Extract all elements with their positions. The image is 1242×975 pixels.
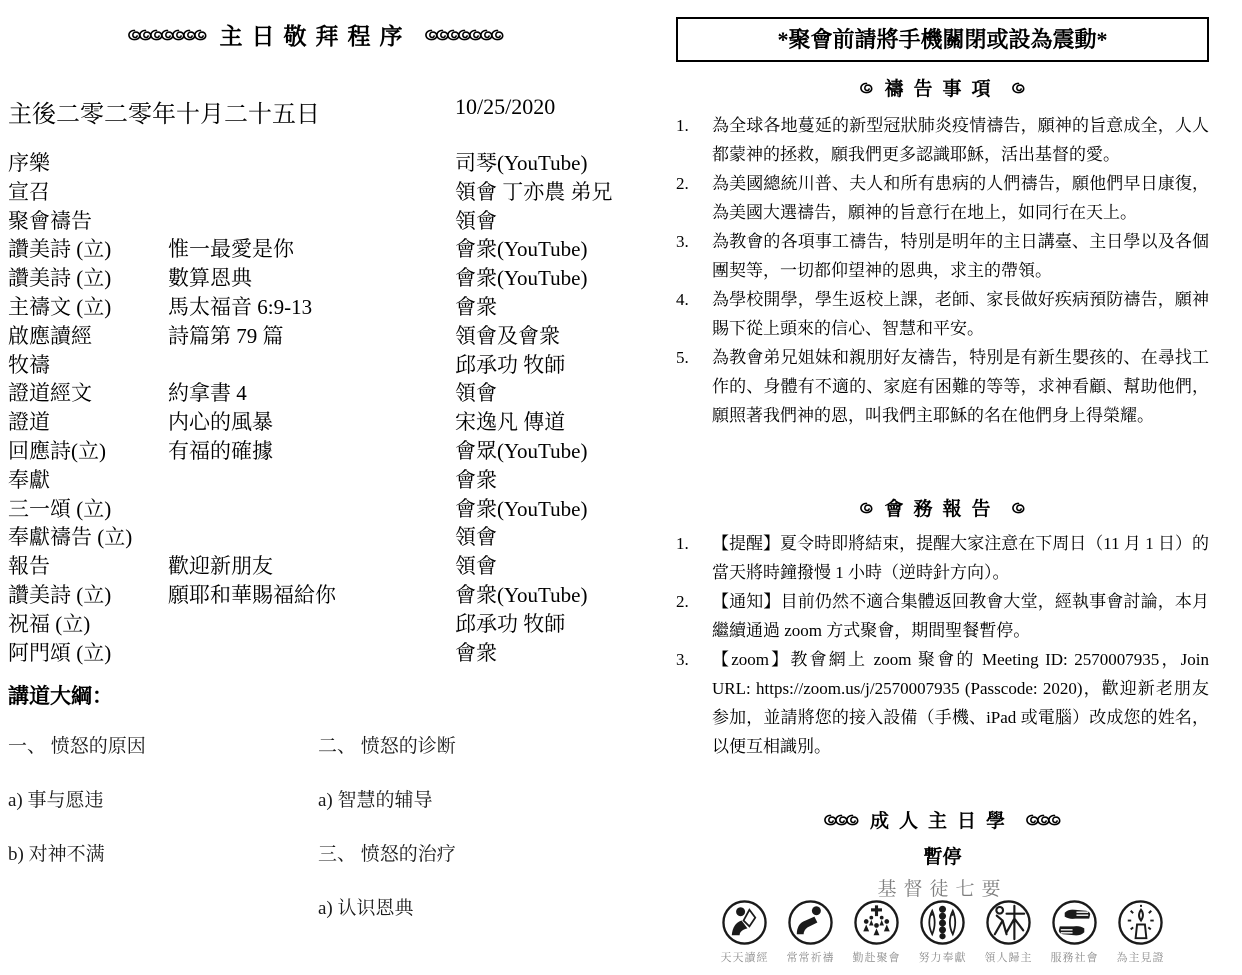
seven-essential-label: 服務社會 — [1050, 952, 1099, 964]
sermon-outline-point: b) 对神不满 — [8, 844, 105, 865]
prayer-item-number: 2. — [676, 174, 689, 193]
program-item-leader: 會眾(YouTube) — [455, 438, 588, 463]
announcement-item — [676, 645, 1209, 761]
seven-essential-label: 努力奉獻 — [918, 952, 967, 964]
program-item-leader: 領會 — [455, 554, 497, 579]
sermon-outline-point: a) 事与愿违 — [8, 790, 104, 811]
program-item-leader: 會衆(YouTube) — [455, 237, 588, 262]
swirl-ornament-icon — [1013, 82, 1024, 94]
program-item-name: 奉獻禱告 (立) — [8, 525, 133, 550]
announcement-item-number: 1. — [676, 534, 689, 553]
lead-people-to-lord-icon — [985, 899, 1032, 946]
prayer-item — [676, 285, 1209, 343]
program-item-name: 讚美詩 (立) — [8, 266, 112, 291]
program-item-detail — [168, 639, 455, 668]
program-row — [8, 322, 628, 351]
announcement-item-number: 3. — [676, 650, 689, 669]
prayer-items-header — [676, 74, 1209, 101]
program-item-name: 序樂 — [8, 151, 50, 175]
program-item-detail: 約拿書 4 — [168, 381, 247, 406]
page-title — [8, 18, 623, 51]
program-item-detail: 歡迎新朋友 — [168, 554, 273, 579]
announcement-item-number: 2. — [676, 592, 689, 611]
program-item-detail: 惟一最愛是你 — [168, 237, 294, 262]
prayer-item — [676, 111, 1209, 169]
program-item-detail: 願耶和華賜福給你 — [168, 582, 336, 607]
program-item-leader: 領會 — [455, 381, 497, 406]
swirl-ornament-icon — [861, 502, 872, 514]
phone-silence-notice: *聚會前請將手機關閉或設為震動* — [676, 17, 1209, 62]
program-item-leader: 司琴(YouTube) — [455, 151, 588, 175]
program-row — [8, 495, 628, 524]
program-item-detail: 馬太福音 6:9-13 — [168, 294, 313, 319]
program-item-name: 讚美詩 (立) — [8, 582, 112, 607]
program-item-leader: 會衆 — [455, 294, 497, 319]
prayer-item — [676, 227, 1209, 285]
program-item-detail — [168, 351, 455, 380]
seven-essential-label: 常常祈禱 — [786, 952, 835, 964]
program-row — [8, 581, 628, 610]
prayer-item-number: 4. — [676, 290, 689, 309]
constant-prayer-icon — [787, 899, 834, 946]
swirl-ornament-icon — [825, 814, 858, 826]
prayer-item — [676, 169, 1209, 227]
program-item-leader: 會衆 — [455, 640, 497, 665]
seven-essentials-title: 基督徒七要 — [877, 879, 1008, 900]
swirl-ornament-icon — [1013, 502, 1024, 514]
program-item-name: 讚美詩 (立) — [8, 237, 112, 262]
program-item-leader: 領會 丁亦農 弟兄 — [455, 179, 613, 204]
swirl-ornament-icon — [1027, 814, 1060, 826]
program-row — [8, 235, 628, 264]
program-row — [8, 149, 628, 178]
program-item-name: 聚會禱告 — [8, 208, 92, 233]
program-item-detail — [168, 466, 455, 495]
program-row — [8, 523, 628, 552]
prayer-item-number: 5. — [676, 348, 689, 367]
seven-essentials-row — [676, 899, 1209, 965]
sermon-outline-left-column — [8, 731, 308, 893]
church-affairs-header — [676, 494, 1209, 521]
sermon-outline-point: 三、 愤怒的治疗 — [318, 844, 456, 865]
church-affairs-list — [676, 529, 1209, 761]
prayer-item-text: 為全球各地蔓延的新型冠狀肺炎疫情禱告，願神的旨意成全，人人都蒙神的拯救，願我們更多認識耶穌，活出基督的愛。 — [712, 116, 1209, 164]
swirl-ornament-icon — [426, 29, 503, 41]
announcement-item-text: 【提醒】夏令時即將結束，提醒大家注意在下周日（11 月 1 日）的當天將時鐘撥慢 1 小時（逆時針方向）。 — [712, 534, 1209, 582]
date-row — [8, 94, 593, 129]
sermon-outline-title: 講道大綱： — [8, 684, 113, 708]
announcement-item-text: 【zoom】教會網上 zoom 聚會的 Meeting ID: 2570007935，Join URL: https://zoom.us/j/2570007935 (Passcode: 2020)，歡迎新老朋友参加，並請將您的接入設備（手機、iPad 或電腦）改成您的姓名，以便互相識別。 — [712, 650, 1209, 756]
witness-for-lord-icon — [1117, 899, 1164, 946]
prayer-items-header-text: 禱告事項 — [884, 79, 1001, 100]
announcement-item — [676, 529, 1209, 587]
sermon-outline-point: a) 认识恩典 — [318, 898, 414, 919]
page-title-text: 主日敬拜程序 — [219, 24, 412, 49]
date-numeric: 10/25/2020 — [455, 94, 556, 119]
program-item-leader: 會衆(YouTube) — [455, 496, 588, 521]
seven-essential-label: 為主見證 — [1116, 952, 1165, 964]
prayer-item-number: 3. — [676, 232, 689, 251]
adult-sunday-school-header — [676, 806, 1209, 833]
seven-essential-item — [1112, 899, 1169, 965]
seven-essential-item — [914, 899, 971, 965]
sermon-outline-point: a) 智慧的辅导 — [318, 790, 433, 811]
program-item-name: 回應詩(立) — [8, 438, 106, 463]
diligent-offering-icon — [919, 899, 966, 946]
program-item-leader: 領會 — [455, 525, 497, 550]
program-item-leader: 宋逸凡 傳道 — [455, 410, 566, 435]
program-item-name: 牧禱 — [8, 352, 50, 377]
program-item-leader: 邱承功 牧師 — [455, 611, 566, 636]
program-row — [8, 552, 628, 581]
daily-bible-reading-icon — [721, 899, 768, 946]
program-item-detail — [168, 178, 455, 207]
swirl-ornament-icon — [129, 29, 206, 41]
seven-essential-item — [1046, 899, 1103, 965]
seven-essential-item — [848, 899, 905, 965]
program-row — [8, 264, 628, 293]
seven-essential-item — [782, 899, 839, 965]
program-row — [8, 351, 628, 380]
program-item-detail — [168, 207, 455, 236]
program-item-detail — [168, 495, 455, 524]
program-row — [8, 178, 628, 207]
program-row — [8, 293, 628, 322]
prayer-item-text: 為教會的各項事工禱告，特別是明年的主日講臺、主日學以及各個團契等，一切都仰望神的恩典，求主的帶領。 — [712, 232, 1209, 280]
program-item-leader: 領會及會衆 — [455, 323, 560, 348]
program-item-name: 報告 — [8, 554, 50, 579]
program-item-name: 阿門頌 (立) — [8, 640, 112, 665]
seven-essential-label: 勤赴聚會 — [852, 952, 901, 964]
announcement-item — [676, 587, 1209, 645]
program-item-detail: 有福的確據 — [168, 438, 273, 463]
prayer-item-text: 為美國總統川普、夫人和所有患病的人們禱告，願他們早日康復，為美國大選禱告，願神的旨意行在地上，如同行在天上。 — [712, 174, 1209, 222]
program-item-name: 主禱文 (立) — [8, 294, 112, 319]
seven-essential-item — [980, 899, 1037, 965]
sermon-outline-right-column — [318, 731, 618, 947]
prayer-items-list — [676, 111, 1209, 430]
program-item-leader: 會衆(YouTube) — [455, 266, 588, 291]
program-item-detail — [168, 149, 455, 178]
program-item-name: 證道經文 — [8, 381, 92, 406]
program-item-leader: 邱承功 牧師 — [455, 352, 566, 377]
program-item-name: 證道 — [8, 410, 50, 435]
adult-sunday-school-status: 暫停 — [923, 847, 962, 868]
program-item-leader: 會衆(YouTube) — [455, 582, 588, 607]
program-item-detail — [168, 523, 455, 552]
seven-essential-label: 領人歸主 — [984, 952, 1033, 964]
seven-essential-label: 天天讀經 — [720, 952, 769, 964]
swirl-ornament-icon — [861, 82, 872, 94]
program-row — [8, 408, 628, 437]
church-affairs-header-text: 會務報告 — [884, 499, 1001, 520]
program-item-name: 三一頌 (立) — [8, 496, 112, 521]
program-item-leader: 領會 — [455, 208, 497, 233]
program-table — [8, 149, 628, 667]
program-item-name: 啟應讀經 — [8, 323, 92, 348]
program-row — [8, 207, 628, 236]
seven-essential-item — [716, 899, 773, 965]
program-row — [8, 639, 628, 668]
date-chinese: 主後二零二零年十月二十五日 — [8, 102, 320, 128]
program-item-detail: 詩篇第 79 篇 — [168, 323, 284, 348]
prayer-item-number: 1. — [676, 116, 689, 135]
program-row — [8, 466, 628, 495]
program-item-name: 奉獻 — [8, 467, 50, 492]
prayer-item-text: 為學校開學，學生返校上課，老師、家長做好疾病預防禱告，願神賜下從上頭來的信心、智慧和平安。 — [712, 290, 1209, 338]
attend-meetings-icon — [853, 899, 900, 946]
program-row — [8, 437, 628, 466]
program-item-name: 宣召 — [8, 179, 50, 204]
adult-sunday-school-header-text: 成人主日學 — [869, 811, 1015, 832]
program-item-name: 祝福 (立) — [8, 611, 91, 636]
serve-society-icon — [1051, 899, 1098, 946]
sermon-outline-point: 一、 愤怒的原因 — [8, 736, 146, 757]
announcement-item-text: 【通知】目前仍然不適合集體返回教會大堂，經執事會討論，本月繼續通過 zoom 方式聚會，期間聖餐暫停。 — [712, 592, 1209, 640]
sermon-outline-point: 二、 愤怒的诊断 — [318, 736, 456, 757]
program-row — [8, 610, 628, 639]
program-item-leader: 會衆 — [455, 467, 497, 492]
program-item-detail: 内心的風暴 — [168, 410, 273, 435]
program-item-detail — [168, 610, 455, 639]
program-row — [8, 379, 628, 408]
prayer-item — [676, 343, 1209, 430]
program-item-detail: 數算恩典 — [168, 266, 252, 291]
prayer-item-text: 為教會弟兄姐妹和親朋好友禱告，特別是有新生嬰孩的、在尋找工作的、身體有不適的、家庭有困難的等等，求神看顧、幫助他們，願照著我們神的恩，叫我們主耶穌的名在他們身上得榮耀。 — [712, 348, 1209, 425]
